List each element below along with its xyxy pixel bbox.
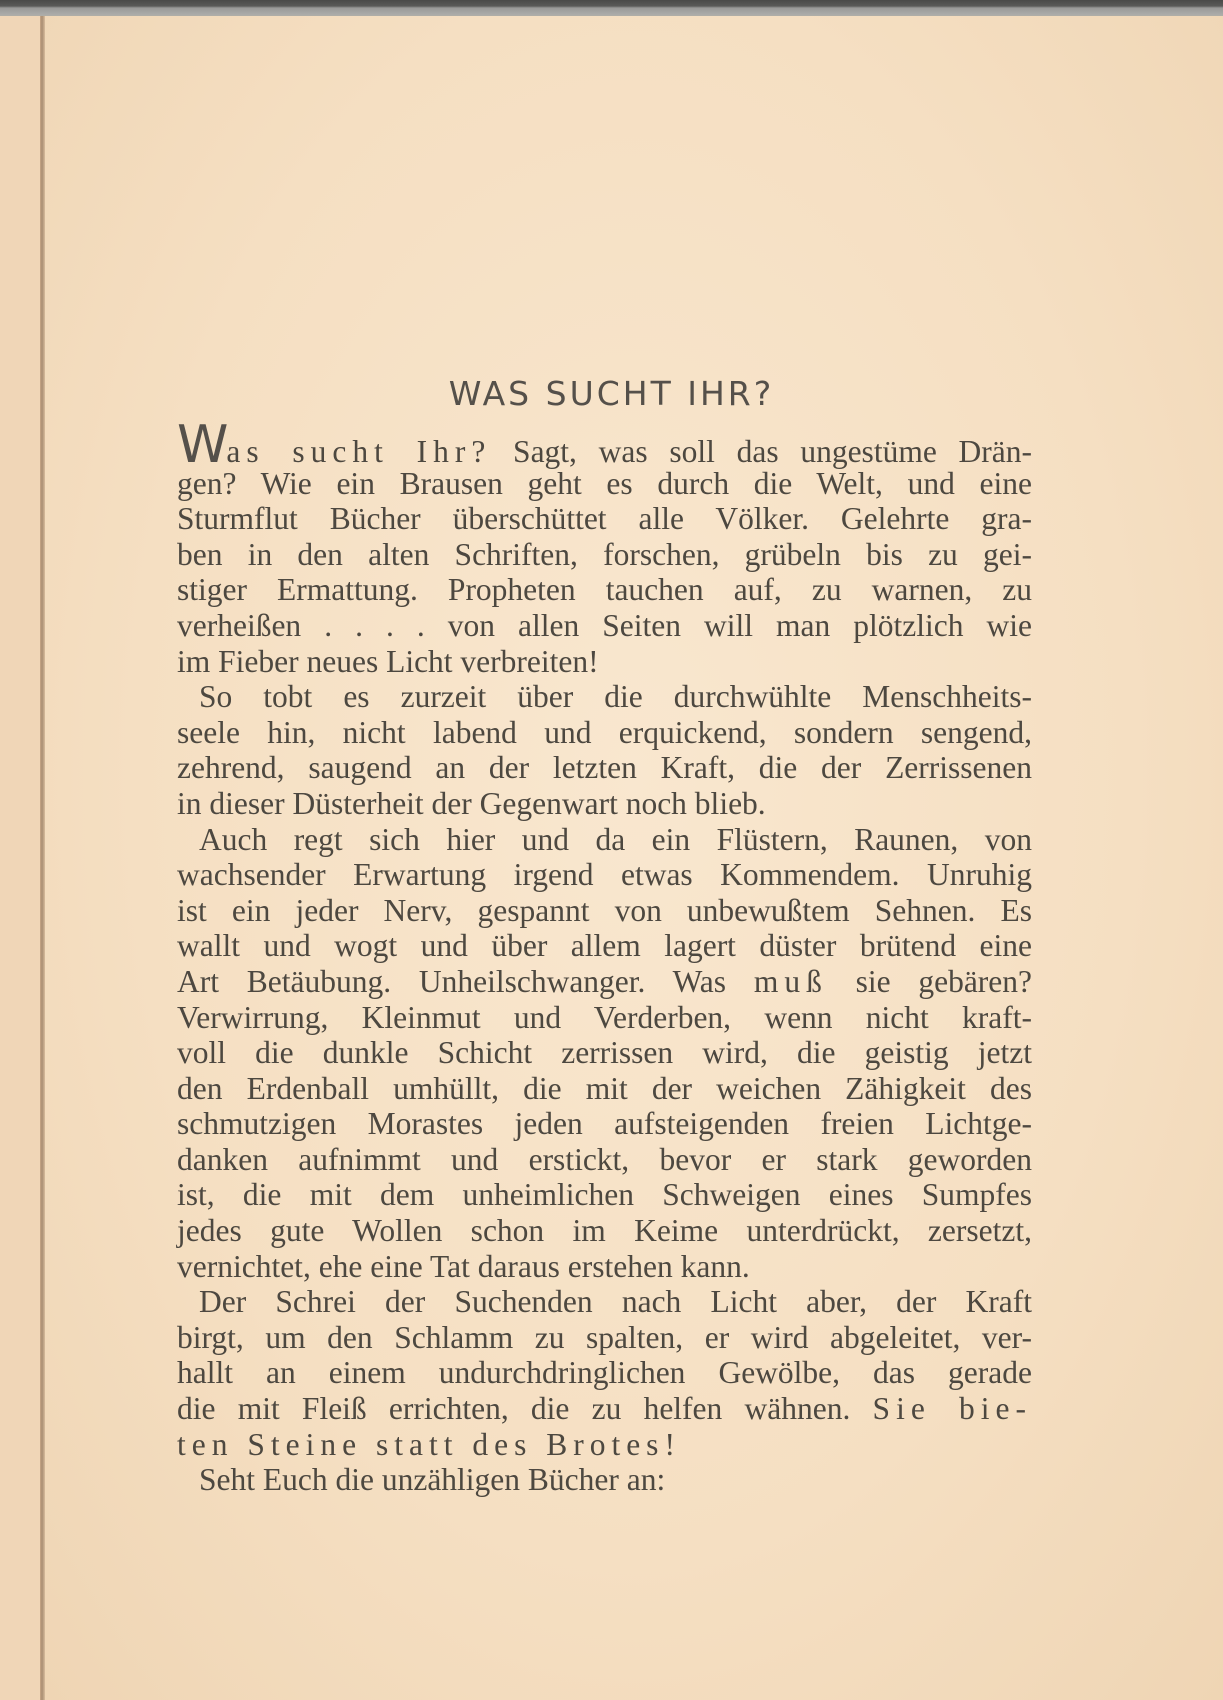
text-line — [177, 715, 1032, 751]
text-run: sie gebären? — [827, 963, 1032, 999]
text-run: jedes gute Wollen schon im Keime unterdrückt, zersetzt, — [177, 1213, 1032, 1249]
text-run: So tobt es zurzeit über die durchwühlte Menschheits- — [199, 679, 1032, 715]
text-line — [177, 1462, 1032, 1498]
text-line — [177, 1355, 1032, 1391]
text-line — [177, 1249, 1032, 1285]
text-run: Auch regt sich hier und da ein Flüstern, Raunen, von — [199, 821, 1032, 857]
text-line — [177, 608, 1032, 644]
text-run: ist, die mit dem unheimlichen Schweigen eines Sumpfes — [177, 1177, 1032, 1213]
text-line — [177, 928, 1032, 964]
text-run: voll die dunkle Schicht zerrissen wird, die geistig jetzt — [177, 1035, 1032, 1071]
text-run: hallt an einem undurchdringlichen Gewölbe, das gerade — [177, 1355, 1032, 1391]
emphasis-text: as sucht Ihr? — [226, 434, 492, 469]
text-run: wachsender Erwartung irgend etwas Kommendem. Unruhig — [177, 857, 1032, 893]
text-line — [177, 644, 1032, 680]
text-line — [177, 1284, 1032, 1320]
text-run: wallt und wogt und über allem lagert düster brütend eine — [177, 928, 1032, 964]
text-line — [177, 1177, 1032, 1213]
text-line — [177, 893, 1032, 929]
text-line — [177, 1427, 1032, 1463]
text-run: Der Schrei der Suchenden nach Licht aber, der Kraft — [199, 1284, 1032, 1320]
text-line — [177, 786, 1032, 822]
text-line — [177, 1391, 1032, 1427]
text-line — [177, 822, 1032, 858]
text-run: Sagt, was soll das ungestüme Drän- — [491, 434, 1032, 469]
text-run: in dieser Düsterheit der Gegenwart noch blieb. — [177, 785, 766, 821]
text-run: schmutzigen Morastes jeden aufsteigenden freien Lichtge- — [177, 1106, 1032, 1142]
text-line — [177, 1035, 1032, 1071]
chapter-title: WAS SUCHT IHR? — [448, 374, 775, 413]
text-line — [177, 415, 1032, 475]
text-run: den Erdenball umhüllt, die mit der weichen Zähigkeit des — [177, 1070, 1032, 1106]
text-run: stiger Ermattung. Propheten tauchen auf, zu warnen, zu — [177, 572, 1032, 608]
text-run: vernichtet, ehe eine Tat daraus erstehen kann. — [177, 1248, 750, 1284]
text-run: im Fieber neues Licht verbreiten! — [177, 643, 599, 679]
text-run: danken aufnimmt und erstickt, bevor er stark geworden — [177, 1141, 1032, 1177]
text-line — [177, 857, 1032, 893]
text-run: Seht Euch die unzähligen Bücher an: — [199, 1462, 666, 1498]
text-line — [177, 679, 1032, 715]
text-run: ben in den alten Schriften, forschen, grübeln bis zu gei- — [177, 536, 1032, 572]
emphasis-text: Sie bie- — [872, 1391, 1032, 1427]
text-run: zehrend, saugend an der letzten Kraft, die der Zerrissenen — [177, 750, 1032, 786]
text-run: die mit Fleiß errichten, die zu helfen wähnen. — [177, 1391, 873, 1427]
text-line — [177, 537, 1032, 573]
text-run: ist ein jeder Nerv, gespannt von unbewußtem Sehnen. Es — [177, 892, 1032, 928]
text-line — [177, 750, 1032, 786]
text-line — [177, 1320, 1032, 1356]
text-line — [177, 572, 1032, 608]
text-run: verheißen . . . . von allen Seiten will man plötzlich wie — [177, 607, 1032, 643]
text-run: Art Betäubung. Unheilschwanger. Was — [177, 963, 754, 999]
body-text — [177, 415, 1032, 1498]
emphasis-text: muß — [753, 963, 828, 999]
text-line — [177, 501, 1032, 537]
text-run: seele hin, nicht labend und erquickend, sondern sengend, — [177, 714, 1032, 750]
text-line — [177, 1213, 1032, 1249]
facing-page-edge — [0, 16, 42, 1700]
text-line — [177, 466, 1032, 502]
text-run: gen? Wie ein Brausen geht es durch die Welt, und eine — [177, 465, 1032, 501]
emphasis-text: ten Steine statt des Brotes! — [177, 1426, 681, 1462]
text-line — [177, 1071, 1032, 1107]
drop-cap: W — [177, 415, 225, 475]
text-run: Verwirrung, Kleinmut und Verderben, wenn nicht kraft- — [177, 999, 1032, 1035]
text-line — [177, 1106, 1032, 1142]
text-run: birgt, um den Schlamm zu spalten, er wird abgeleitet, ver- — [177, 1319, 1032, 1355]
text-line — [177, 1142, 1032, 1178]
text-run: Sturmflut Bücher überschüttet alle Völker. Gelehrte gra- — [177, 501, 1032, 537]
text-line — [177, 1000, 1032, 1036]
text-line — [177, 964, 1032, 1000]
